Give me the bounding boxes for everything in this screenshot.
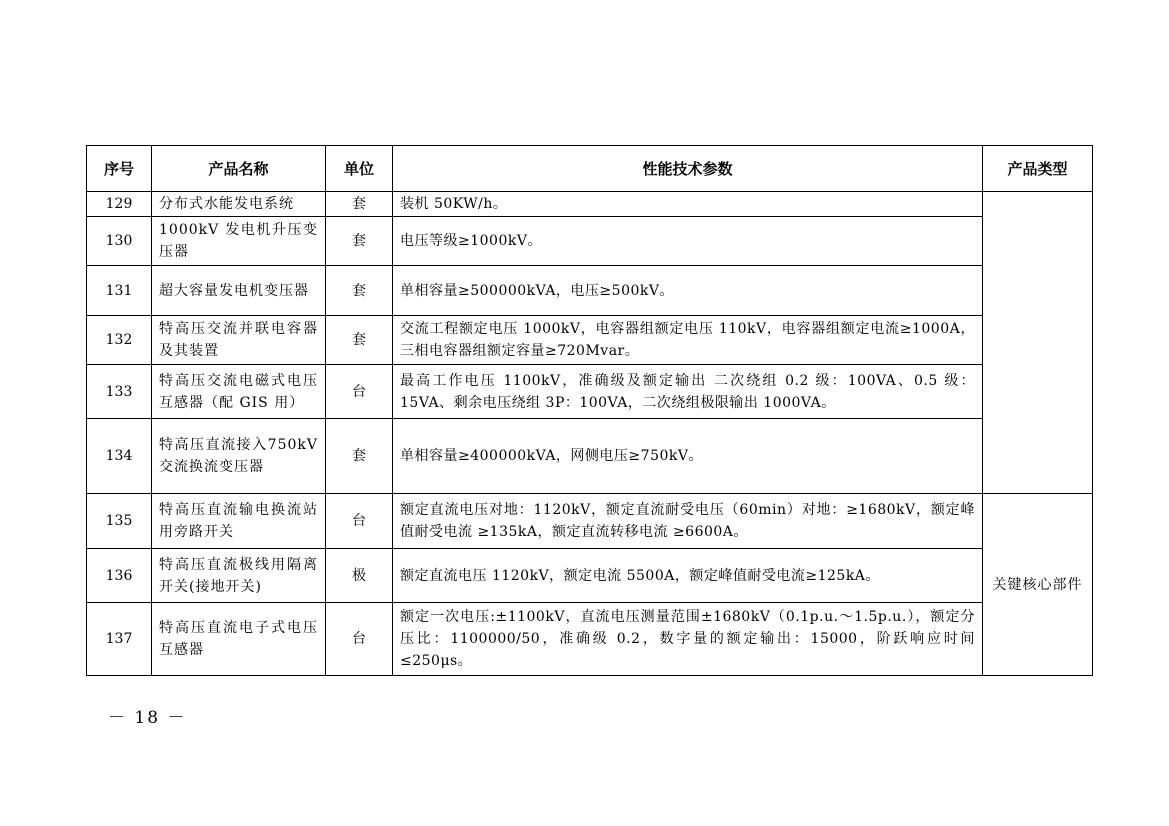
row-unit: 极 <box>326 549 393 603</box>
row-unit: 台 <box>326 603 393 676</box>
table-row <box>87 365 1093 419</box>
row-no: 136 <box>87 549 152 603</box>
page-number: － 18 － <box>108 708 187 728</box>
table-row <box>87 266 1093 316</box>
row-params: 单相容量≥400000kVA，网侧电压≥750kV。 <box>393 419 983 494</box>
row-name: 特高压直流输电换流站用旁路开关 <box>152 494 326 549</box>
row-unit: 台 <box>326 365 393 419</box>
row-name: 特高压交流电磁式电压互感器（配 GIS 用） <box>152 365 326 419</box>
row-params: 交流工程额定电压 1000kV，电容器组额定电压 110kV，电容器组额定电流≥1000A，三相电容器组额定容量≥720Mvar。 <box>393 316 983 365</box>
header-type: 产品类型 <box>983 146 1093 192</box>
row-name: 特高压直流极线用隔离开关(接地开关) <box>152 549 326 603</box>
row-unit: 套 <box>326 192 393 217</box>
row-unit: 套 <box>326 419 393 494</box>
table-row <box>87 316 1093 365</box>
row-no: 130 <box>87 217 152 266</box>
row-params: 最高工作电压 1100kV，准确级及额定输出 二次绕组 0.2 级：100VA、0.5 级：15VA、剩余电压绕组 3P：100VA，二次绕组极限输出 1000VA。 <box>393 365 983 419</box>
table-row <box>87 419 1093 494</box>
table-header-row <box>87 146 1093 192</box>
row-unit: 套 <box>326 316 393 365</box>
row-no: 132 <box>87 316 152 365</box>
table-row <box>87 494 1093 549</box>
row-no: 131 <box>87 266 152 316</box>
row-params: 电压等级≥1000kV。 <box>393 217 983 266</box>
row-params: 额定直流电压 1120kV，额定电流 5500A，额定峰值耐受电流≥125kA。 <box>393 549 983 603</box>
row-name: 分布式水能发电系统 <box>152 192 326 217</box>
header-unit: 单位 <box>326 146 393 192</box>
row-no: 129 <box>87 192 152 217</box>
row-name: 特高压直流接入750kV 交流换流变压器 <box>152 419 326 494</box>
row-no: 133 <box>87 365 152 419</box>
row-params: 额定一次电压:±1100kV，直流电压测量范围±1680kV（0.1p.u.～1.5p.u.），额定分压比：1100000/50，准确级 0.2，数字量的额定输出：15000，阶跃响应时间≤250μs。 <box>393 603 983 676</box>
row-name: 超大容量发电机变压器 <box>152 266 326 316</box>
table-row <box>87 603 1093 676</box>
product-spec-table <box>86 145 1093 676</box>
row-unit: 套 <box>326 217 393 266</box>
row-name: 1000kV 发电机升压变压器 <box>152 217 326 266</box>
row-params: 装机 50KW/h。 <box>393 192 983 217</box>
row-no: 137 <box>87 603 152 676</box>
type-group-cell <box>983 192 1093 494</box>
row-name: 特高压交流并联电容器及其装置 <box>152 316 326 365</box>
row-params: 单相容量≥500000kVA，电压≥500kV。 <box>393 266 983 316</box>
type-group-cell: 关键核心部件 <box>983 494 1093 676</box>
row-no: 134 <box>87 419 152 494</box>
table-row <box>87 549 1093 603</box>
row-name: 特高压直流电子式电压互感器 <box>152 603 326 676</box>
header-name: 产品名称 <box>152 146 326 192</box>
table-row <box>87 192 1093 217</box>
header-params: 性能技术参数 <box>393 146 983 192</box>
table-row <box>87 217 1093 266</box>
row-params: 额定直流电压对地：1120kV，额定直流耐受电压（60min）对地：≥1680kV，额定峰值耐受电流 ≥135kA，额定直流转移电流 ≥6600A。 <box>393 494 983 549</box>
row-unit: 套 <box>326 266 393 316</box>
row-unit: 台 <box>326 494 393 549</box>
header-no: 序号 <box>87 146 152 192</box>
row-no: 135 <box>87 494 152 549</box>
